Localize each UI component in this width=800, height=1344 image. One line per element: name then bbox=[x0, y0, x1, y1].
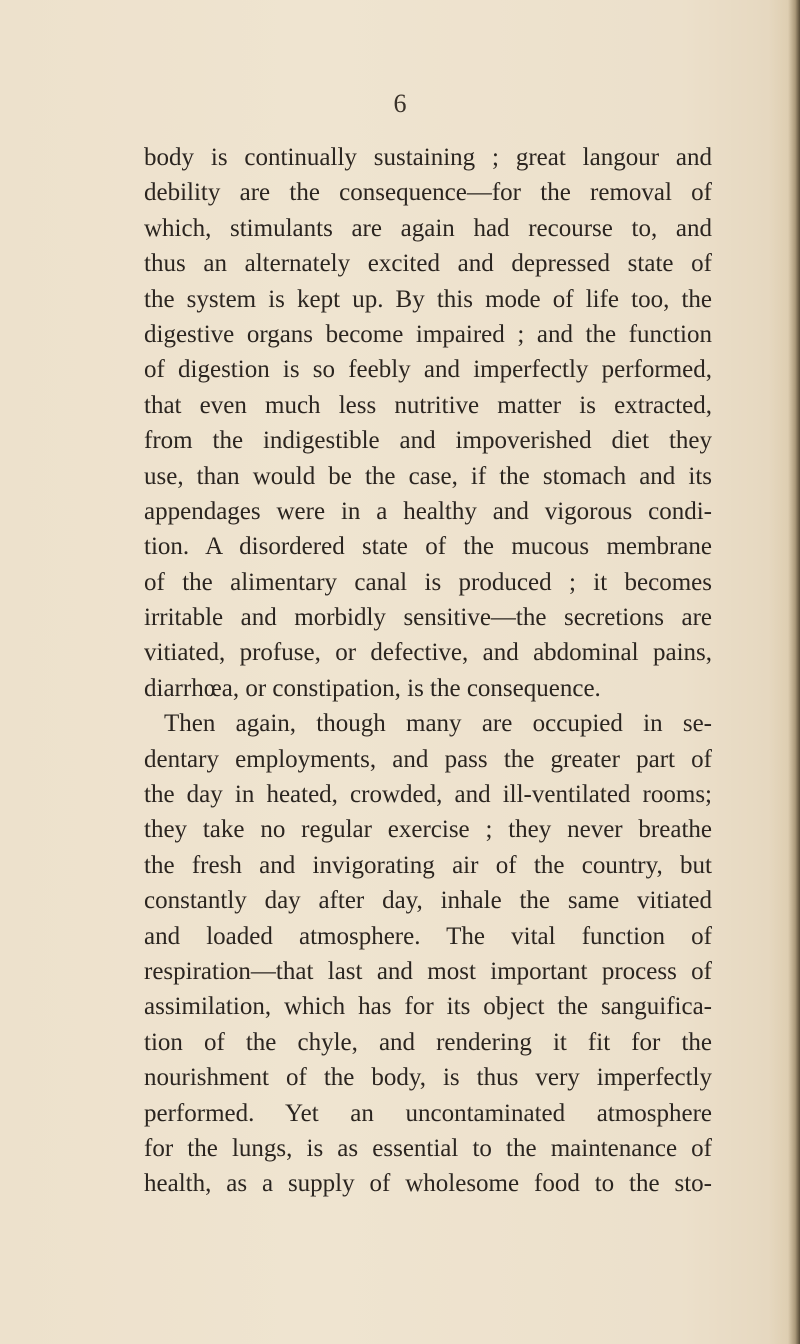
text-line: debility are the consequence—for the removal of bbox=[144, 179, 712, 207]
text-line: which, stimulants are again had recourse to, and bbox=[144, 214, 712, 242]
text-line: the system is kept up. By this mode of life too, the bbox=[144, 285, 712, 313]
text-line: thus an alternately excited and depressed state of bbox=[144, 250, 712, 278]
text-line: nourishment of the body, is thus very imperfectly bbox=[144, 1064, 712, 1092]
text-line: health, as a supply of wholesome food to the sto- bbox=[144, 1170, 712, 1198]
body-text bbox=[144, 140, 712, 1202]
text-line: that even much less nutritive matter is extracted, bbox=[144, 391, 712, 419]
text-line: the day in heated, crowded, and ill-ventilated rooms; bbox=[144, 781, 712, 809]
text-line: body is continually sustaining ; great langour and bbox=[144, 144, 712, 171]
text-line: irritable and morbidly sensitive—the secretions are bbox=[144, 604, 712, 632]
text-line: digestive organs become impaired ; and the function bbox=[144, 320, 712, 348]
page-edge-shadow bbox=[788, 0, 800, 1344]
text-line: tion of the chyle, and rendering it fit for the bbox=[144, 1028, 712, 1056]
text-line: use, than would be the case, if the stomach and its bbox=[144, 462, 712, 490]
text-line: respiration—that last and most important process of bbox=[144, 957, 712, 985]
text-line: of the alimentary canal is produced ; it becomes bbox=[144, 568, 712, 596]
text-line: performed. Yet an uncontaminated atmosphere bbox=[144, 1099, 712, 1127]
text-line: dentary employments, and pass the greater part of bbox=[144, 745, 712, 773]
text-line: and loaded atmosphere. The vital function of bbox=[144, 922, 712, 950]
text-line: the fresh and invigorating air of the country, but bbox=[144, 851, 712, 879]
text-line: Then again, though many are occupied in se- bbox=[164, 710, 712, 738]
text-line: of digestion is so feebly and imperfectly performed, bbox=[144, 356, 712, 384]
text-line: appendages were in a healthy and vigorous condi- bbox=[144, 497, 712, 525]
text-line: for the lungs, is as essential to the maintenance of bbox=[144, 1134, 712, 1162]
text-line: vitiated, profuse, or defective, and abdominal pains, bbox=[144, 639, 712, 667]
text-line: they take no regular exercise ; they never breathe bbox=[144, 816, 712, 844]
text-line: diarrhœa, or constipation, is the consequence. bbox=[144, 674, 601, 702]
text-line: from the indigestible and impoverished diet they bbox=[144, 427, 712, 455]
text-line: assimilation, which has for its object the sanguifica- bbox=[144, 993, 712, 1021]
page-number: 6 bbox=[393, 89, 407, 118]
text-line: constantly day after day, inhale the same vitiated bbox=[144, 887, 712, 915]
text-line: tion. A disordered state of the mucous membrane bbox=[144, 533, 712, 561]
